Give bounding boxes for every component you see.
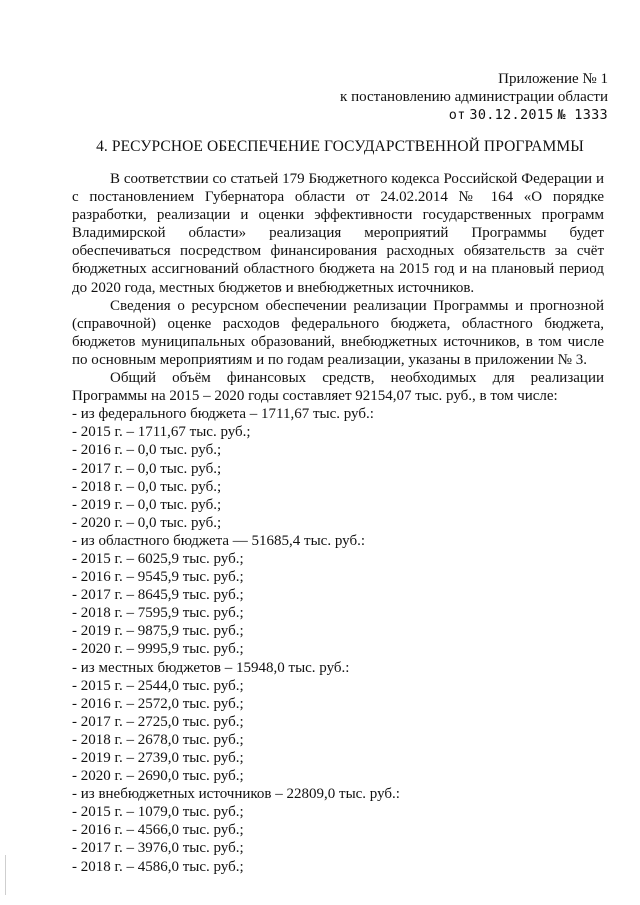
list-item: - 2020 г. – 2690,0 тыс. руб.; xyxy=(72,768,244,785)
annex-date: 30.12.2015 xyxy=(469,107,554,123)
annex-title: Приложение № 1 xyxy=(498,71,608,87)
list-item: - 2017 г. – 3976,0 тыс. руб.; xyxy=(72,840,244,857)
list-item: - 2016 г. – 0,0 тыс. руб.; xyxy=(72,442,222,459)
list-item: - 2015 г. – 2544,0 тыс. руб.; xyxy=(72,677,244,694)
list-item: - 2020 г. – 9995,9 тыс. руб.; xyxy=(72,641,244,658)
document-body xyxy=(72,170,604,876)
list-item: - 2020 г. – 0,0 тыс. руб.; xyxy=(72,514,222,531)
annex-date-prefix: от xyxy=(448,107,466,123)
list-item: - 2016 г. – 4566,0 тыс. руб.; xyxy=(72,822,244,839)
annex-header xyxy=(308,70,608,124)
list-item: - 2018 г. – 2678,0 тыс. руб.; xyxy=(72,731,244,748)
list-item: - 2015 г. – 1079,0 тыс. руб.; xyxy=(72,804,244,821)
list-item: - 2018 г. – 0,0 тыс. руб.; xyxy=(72,478,222,495)
list-item: - 2019 г. – 9875,9 тыс. руб.; xyxy=(72,623,244,640)
list-item: - 2018 г. – 7595,9 тыс. руб.; xyxy=(72,605,244,622)
paragraph-budget-basis: В соответствии со статьей 179 Бюджетного кодекса Российской Федерации и с постановлением Губернатора области от 24.02.2014 № 164 «О порядке разработки, реализации и оценки эффективности государственных программ Владимирской области» реализация мероприятий Программы будет обеспечиваться посредством финансирования расходных обязательств за счёт бюджетных ассигнований областного бюджета на 2015 год и на плановый период до 2020 года, местных бюджетов и внебюджетных источников. xyxy=(72,171,604,296)
list-item: - 2017 г. – 2725,0 тыс. руб.; xyxy=(72,713,244,730)
list-item: - из внебюджетных источников – 22809,0 тыс. руб.: xyxy=(72,786,400,803)
scan-edge-mark xyxy=(5,855,6,895)
list-item: - из областного бюджета — 51685,4 тыс. руб.: xyxy=(72,532,365,549)
list-item: - 2015 г. – 6025,9 тыс. руб.; xyxy=(72,550,244,567)
section-heading: 4. РЕСУРСНОЕ ОБЕСПЕЧЕНИЕ ГОСУДАРСТВЕННОЙ ПРОГРАММЫ xyxy=(96,138,584,155)
list-item: - 2018 г. – 4586,0 тыс. руб.; xyxy=(72,858,244,875)
annex-reference: к постановлению администрации области xyxy=(340,89,608,105)
list-item: - из федерального бюджета – 1711,67 тыс. руб.: xyxy=(72,406,374,423)
paragraph-total-volume: Общий объём финансовых средств, необходимых для реализации Программы на 2015 – 2020 годы составляет 92154,07 тыс. руб., в том числе: xyxy=(72,370,604,405)
list-item: - 2019 г. – 2739,0 тыс. руб.; xyxy=(72,750,244,766)
list-item: - 2019 г. – 0,0 тыс. руб.; xyxy=(72,496,222,513)
annex-number: № 1333 xyxy=(557,107,608,123)
list-item: - 2017 г. – 0,0 тыс. руб.; xyxy=(72,460,222,477)
funding-list xyxy=(72,405,604,875)
list-item: - 2016 г. – 9545,9 тыс. руб.; xyxy=(72,569,244,586)
paragraph-resource-info: Сведения о ресурсном обеспечении реализации Программы и прогнозной (справочной) оценке расходов федерального бюджета, областного бюджета, бюджетов муниципальных образований, внебюджетных источников, в том числе по основным мероприятиям и по годам реализации, указаны в приложении № 3. xyxy=(72,297,604,368)
annex-date-line xyxy=(308,106,608,124)
list-item: - 2016 г. – 2572,0 тыс. руб.; xyxy=(72,695,244,712)
list-item: - 2015 г. – 1711,67 тыс. руб.; xyxy=(72,424,251,441)
list-item: - из местных бюджетов – 15948,0 тыс. руб.: xyxy=(72,659,350,676)
list-item: - 2017 г. – 8645,9 тыс. руб.; xyxy=(72,587,244,604)
